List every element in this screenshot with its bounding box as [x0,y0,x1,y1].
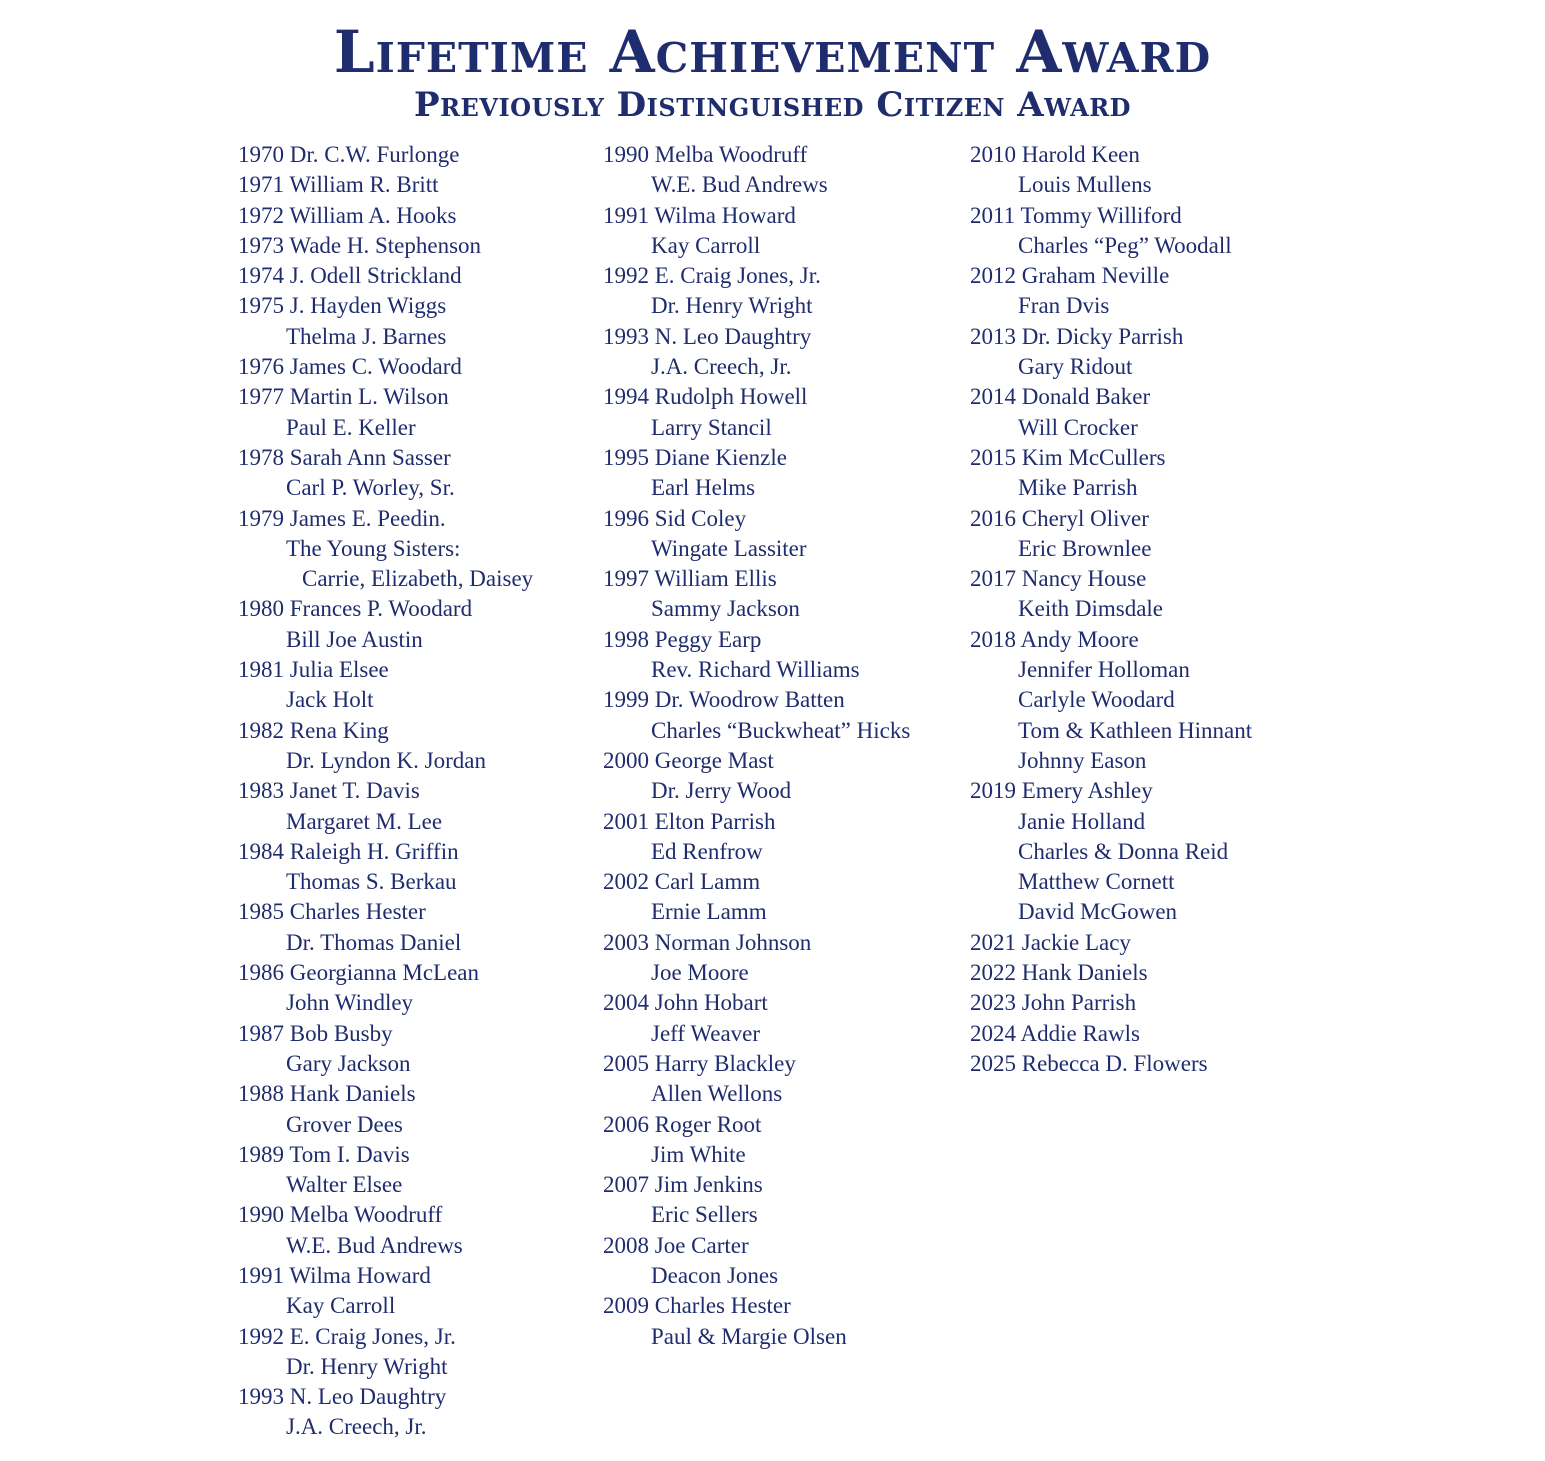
award-entry [603,928,953,989]
recipient-name: Dr. Henry Wright [286,1353,448,1379]
recipient-name: Hank Daniels [289,1081,416,1107]
recipient-name: Walter Elsee [286,1172,403,1198]
recipient-name: Carl P. Worley, Sr. [286,475,455,501]
recipient-name: Frances P. Woodard [289,596,473,622]
award-year: 2010 [970,142,1016,167]
award-entry [970,443,1310,504]
recipient-name: Norman Johnson [654,929,812,955]
recipient-name: Grover Dees [286,1111,403,1137]
entry-first-line [603,1110,953,1140]
recipient-name: Janie Holland [1018,808,1146,834]
recipient-name: Donald Baker [1021,384,1151,410]
entry-first-line [238,1140,588,1170]
award-entry [238,958,588,1019]
recipient-name: Jeff Weaver [651,1020,761,1046]
recipient-name: J.A. Creech, Jr. [651,354,792,380]
award-year: 1978 [238,444,284,470]
award-year: 2004 [603,990,649,1016]
recipient-name: Julia Elsee [289,657,389,683]
recipient-name: Joe Carter [654,1232,749,1258]
recipient-name: Cheryl Oliver [1021,505,1149,531]
recipient-name: Wilma Howard [654,202,796,228]
entry-first-line [603,140,953,170]
award-year: 2013 [970,323,1016,349]
award-entry [238,504,588,595]
award-year: 1995 [603,444,649,470]
entry-first-line [238,1382,588,1412]
award-year: 1985 [238,899,284,925]
recipient-name: Gary Ridout [1018,354,1133,380]
recipient-name: Paul & Margie Olsen [651,1323,847,1349]
recipient-name: Fran Dvis [1018,293,1110,319]
recipient-name: James C. Woodard [289,354,462,380]
award-year: 2005 [603,1050,649,1076]
recipient-name: Harold Keen [1021,142,1140,167]
award-entry [603,201,953,262]
entry-first-line [603,807,953,837]
award-year: 1974 [238,263,284,289]
award-year: 2021 [970,929,1016,955]
recipient-name: Roger Root [654,1111,762,1137]
entry-first-line [970,140,1310,170]
recipient-name: Louis Mullens [1018,172,1152,198]
award-year: 2009 [603,1293,649,1319]
entry-first-line [238,958,588,988]
entry-first-line [603,685,953,715]
entry-first-line [970,504,1310,534]
recipient-name: Margaret M. Lee [286,808,443,834]
award-entry [238,1079,588,1140]
award-entry [970,322,1310,383]
award-entry [603,867,953,928]
award-year: 1976 [238,354,284,380]
recipient-name: Joe Moore [651,960,749,986]
recipient-name: Dr. Henry Wright [651,293,813,319]
award-entry [603,140,953,201]
entry-first-line [238,1261,588,1291]
entry-first-line [603,382,953,412]
recipient-name: Sid Coley [654,505,747,531]
recipient-name: Jim White [651,1141,746,1167]
award-year: 1984 [238,838,284,864]
recipient-name: William Ellis [654,566,777,592]
entry-first-line [970,322,1310,352]
award-entry [603,988,953,1049]
entry-first-line [238,443,588,473]
entry-first-line [238,1200,588,1230]
recipients-column-3 [970,140,1310,1079]
recipient-name: Janet T. Davis [289,778,420,804]
entry-first-line [603,261,953,291]
award-year: 2011 [970,202,1016,228]
recipient-name: Gary Jackson [286,1050,411,1076]
entry-first-line [238,201,588,231]
award-entry [970,201,1310,262]
recipient-name: Nancy House [1021,566,1147,592]
recipient-name: Wade H. Stephenson [289,232,482,258]
recipient-name: Earl Helms [651,475,756,501]
award-entry [238,231,588,261]
entry-first-line [603,988,953,1018]
recipient-name: William R. Britt [289,172,439,198]
award-entry [238,1322,588,1383]
recipient-name: Kay Carroll [651,232,761,258]
award-year: 2008 [603,1232,649,1258]
recipient-name: Larry Stancil [651,414,772,440]
recipient-name: Peggy Earp [654,626,762,652]
entry-first-line [603,201,953,231]
award-year: 2018 [970,626,1016,652]
recipient-name: Thelma J. Barnes [286,323,447,349]
award-entry [238,291,588,352]
award-year: 1970 [238,142,284,167]
recipient-name: Graham Neville [1021,263,1170,289]
recipient-name: Andy Moore [1020,626,1139,652]
entry-first-line [970,958,1310,988]
recipient-name: Carlyle Woodard [1018,687,1175,713]
recipient-name: Rudolph Howell [654,384,808,410]
recipient-name: The Young Sisters: [286,535,461,561]
recipient-name: Kay Carroll [286,1293,396,1319]
entry-first-line [238,1019,588,1049]
award-year: 1987 [238,1020,284,1046]
award-year: 2001 [603,808,649,834]
recipient-name: N. Leo Daughtry [654,323,812,349]
award-entry [603,1110,953,1171]
award-entry [238,1200,588,1261]
award-entry [970,261,1310,322]
entry-first-line [238,352,588,382]
recipient-name: Charles “Buckwheat” Hicks [651,717,911,743]
award-entry [603,625,953,686]
award-entry [238,594,588,655]
award-year: 1973 [238,232,284,258]
award-entry [238,837,588,898]
recipient-name: Tom I. Davis [289,1141,410,1167]
entry-first-line [603,443,953,473]
award-year: 1990 [603,142,649,167]
entry-first-line [970,382,1310,412]
recipients-column-2 [603,140,953,1352]
recipient-name: Bill Joe Austin [286,626,423,652]
award-entry [603,261,953,322]
award-entry [603,322,953,383]
recipient-name: Thomas S. Berkau [286,869,457,895]
recipient-name: Diane Kienzle [654,444,787,470]
award-entry [238,655,588,716]
award-entry [238,382,588,443]
recipient-name: Melba Woodruff [289,1202,443,1228]
recipient-name: Charles Hester [654,1293,791,1319]
entry-first-line [970,1019,1310,1049]
recipient-name: J.A. Creech, Jr. [286,1414,427,1440]
award-year: 1992 [603,263,649,289]
entry-first-line [238,594,588,624]
award-entry [238,170,588,200]
entry-first-line [238,897,588,927]
recipient-name: Tom & Kathleen Hinnant [1018,717,1253,743]
award-year: 1993 [238,1384,284,1410]
recipient-name: Ernie Lamm [651,899,767,925]
award-year: 1982 [238,717,284,743]
entry-first-line [238,140,588,170]
award-year: 1983 [238,778,284,804]
award-entry [970,382,1310,443]
award-year: 1980 [238,596,284,622]
entry-first-line [238,504,588,534]
recipient-name: E. Craig Jones, Jr. [654,263,821,289]
award-entry [238,261,588,291]
award-entry [603,807,953,868]
award-entry [970,1019,1310,1049]
recipient-name: J. Odell Strickland [289,263,462,289]
award-year: 1972 [238,202,284,228]
award-year: 2015 [970,444,1016,470]
entry-first-line [970,1049,1310,1079]
page-subtitle: Previously Distinguished Citizen Award [414,85,1131,125]
recipient-name: Rev. Richard Williams [651,657,860,683]
entry-first-line [970,625,1310,655]
recipient-name: Dr. Lyndon K. Jordan [286,747,486,773]
recipient-name: Bob Busby [289,1020,393,1046]
recipient-name: Charles “Peg” Woodall [1018,232,1232,258]
entry-first-line [603,1231,953,1261]
award-entry [238,140,588,170]
award-entry [603,1231,953,1292]
entry-first-line [603,867,953,897]
recipient-name: Dr. C.W. Furlonge [289,142,460,167]
recipient-name: Sarah Ann Sasser [289,444,451,470]
entry-first-line [603,564,953,594]
award-year: 2002 [603,869,649,895]
entry-first-line [238,261,588,291]
award-year: 1977 [238,384,284,410]
entry-first-line [603,322,953,352]
recipient-name: Wingate Lassiter [651,535,807,561]
entry-first-line [970,564,1310,594]
recipient-name: W.E. Bud Andrews [286,1232,463,1258]
award-entry [603,746,953,807]
award-year: 2000 [603,747,649,773]
recipient-name: Jennifer Holloman [1018,657,1190,683]
award-year: 2024 [970,1020,1016,1046]
award-entry [238,1019,588,1080]
recipient-name: E. Craig Jones, Jr. [289,1323,456,1349]
award-year: 1999 [603,687,649,713]
recipient-name: Ed Renfrow [651,838,763,864]
recipient-name: John Windley [286,990,414,1016]
award-year: 2007 [603,1172,649,1198]
recipient-name: Allen Wellons [651,1081,783,1107]
recipient-name: Jack Holt [286,687,374,713]
recipient-name: Charles & Donna Reid [1018,838,1229,864]
award-year: 2003 [603,929,649,955]
award-entry [970,776,1310,927]
award-entry [238,776,588,837]
entry-first-line [603,1049,953,1079]
recipient-name: Will Crocker [1018,414,1138,440]
entry-first-line [970,988,1310,1018]
entry-first-line [603,928,953,958]
award-entry [603,564,953,625]
award-year: 1975 [238,293,284,319]
entry-first-line [970,201,1310,231]
award-year: 1990 [238,1202,284,1228]
award-entry [603,504,953,565]
entry-first-line [238,1322,588,1352]
award-year: 2019 [970,778,1016,804]
award-entry [238,1261,588,1322]
award-year: 1992 [238,1323,284,1349]
award-year: 1997 [603,566,649,592]
recipient-name: Jackie Lacy [1021,929,1131,955]
recipient-name: David McGowen [1018,899,1178,925]
recipient-name: J. Hayden Wiggs [289,293,447,319]
award-entry [238,897,588,958]
award-entry [970,928,1310,958]
award-entry [970,1049,1310,1079]
entry-first-line [238,837,588,867]
award-year: 2025 [970,1050,1016,1076]
recipient-name: Dr. Woodrow Batten [654,687,845,713]
award-year: 1996 [603,505,649,531]
recipient-name: Rena King [289,717,389,743]
recipient-name: W.E. Bud Andrews [651,172,828,198]
award-year: 2017 [970,566,1016,592]
award-entry [238,443,588,504]
entry-first-line [603,625,953,655]
recipient-name: Emery Ashley [1021,778,1153,804]
award-entry [238,716,588,777]
entry-first-line [238,291,588,321]
award-entry [603,685,953,746]
recipient-name: Kim McCullers [1021,444,1166,470]
award-year: 2012 [970,263,1016,289]
recipient-name: William A. Hooks [289,202,457,228]
award-year: 1989 [238,1141,284,1167]
award-entry [238,1140,588,1201]
recipient-name: Martin L. Wilson [289,384,449,410]
recipient-name: Dr. Thomas Daniel [286,929,462,955]
recipient-name: Harry Blackley [654,1050,796,1076]
page-title: Lifetime Achievement Award [333,18,1212,86]
award-entry [970,958,1310,988]
award-entry [970,504,1310,565]
entry-first-line [603,1291,953,1321]
award-year: 1994 [603,384,649,410]
recipient-name: Tommy Williford [1020,202,1182,228]
recipient-name: Hank Daniels [1021,960,1148,986]
recipient-name: Georgianna McLean [289,960,479,986]
entry-first-line [970,776,1310,806]
award-entry [970,988,1310,1018]
recipient-name: Wilma Howard [289,1262,431,1288]
recipient-name: Sammy Jackson [651,596,800,622]
recipient-name: Johnny Eason [1018,747,1147,773]
recipient-name: Mike Parrish [1018,475,1138,501]
entry-first-line [238,716,588,746]
entry-first-line [603,746,953,776]
award-entry [603,1170,953,1231]
entry-first-line [603,504,953,534]
recipient-name: James E. Peedin. [289,505,446,531]
recipient-name: Raleigh H. Griffin [289,838,459,864]
award-entry [603,382,953,443]
recipient-name: Eric Brownlee [1018,535,1152,561]
recipient-name: Dr. Dicky Parrish [1021,323,1184,349]
recipient-name: John Parrish [1021,990,1137,1016]
award-entry [970,625,1310,776]
award-year: 2023 [970,990,1016,1016]
award-year: 1993 [603,323,649,349]
award-entry [603,443,953,504]
recipient-name: Charles Hester [289,899,426,925]
recipient-name: Matthew Cornett [1018,869,1175,895]
recipient-name: Paul E. Keller [286,414,416,440]
entry-first-line [238,1079,588,1109]
award-year: 1986 [238,960,284,986]
award-year: 1981 [238,657,284,683]
recipient-name: N. Leo Daughtry [289,1384,447,1410]
recipient-name: Keith Dimsdale [1018,596,1163,622]
entry-first-line [238,170,588,200]
award-year: 1988 [238,1081,284,1107]
award-entry [970,140,1310,201]
recipients-column-1 [238,140,588,1443]
award-year: 2006 [603,1111,649,1137]
award-year: 1991 [603,202,649,228]
recipient-name: Elton Parrish [654,808,776,834]
award-year: 2016 [970,505,1016,531]
award-year: 1971 [238,172,284,198]
recipient-name: Dr. Jerry Wood [651,778,792,804]
entry-first-line [970,261,1310,291]
entry-first-line [238,231,588,261]
entry-first-line [970,443,1310,473]
recipient-name: John Hobart [654,990,768,1016]
entry-first-line [970,928,1310,958]
recipient-name-detail: Carrie, Elizabeth, Daisey [302,566,534,592]
award-entry [603,1291,953,1352]
award-year: 2014 [970,384,1016,410]
award-year: 2022 [970,960,1016,986]
recipient-name: Deacon Jones [651,1262,779,1288]
recipient-name: Addie Rawls [1020,1020,1140,1046]
award-year: 1979 [238,505,284,531]
entry-first-line [238,382,588,412]
recipient-name: Melba Woodruff [654,142,808,167]
award-entry [970,564,1310,625]
award-entry [238,201,588,231]
recipient-name: Eric Sellers [651,1202,758,1228]
award-entry [238,352,588,382]
award-entry [238,1382,588,1443]
entry-first-line [603,1170,953,1200]
award-year: 1998 [603,626,649,652]
entry-first-line [238,655,588,685]
entry-first-line [238,776,588,806]
recipient-name: Rebecca D. Flowers [1021,1050,1208,1076]
award-entry [603,1049,953,1110]
recipient-name: Carl Lamm [654,869,761,895]
award-year: 1991 [238,1262,284,1288]
recipient-name: Jim Jenkins [654,1172,763,1198]
recipient-name: George Mast [654,747,774,773]
